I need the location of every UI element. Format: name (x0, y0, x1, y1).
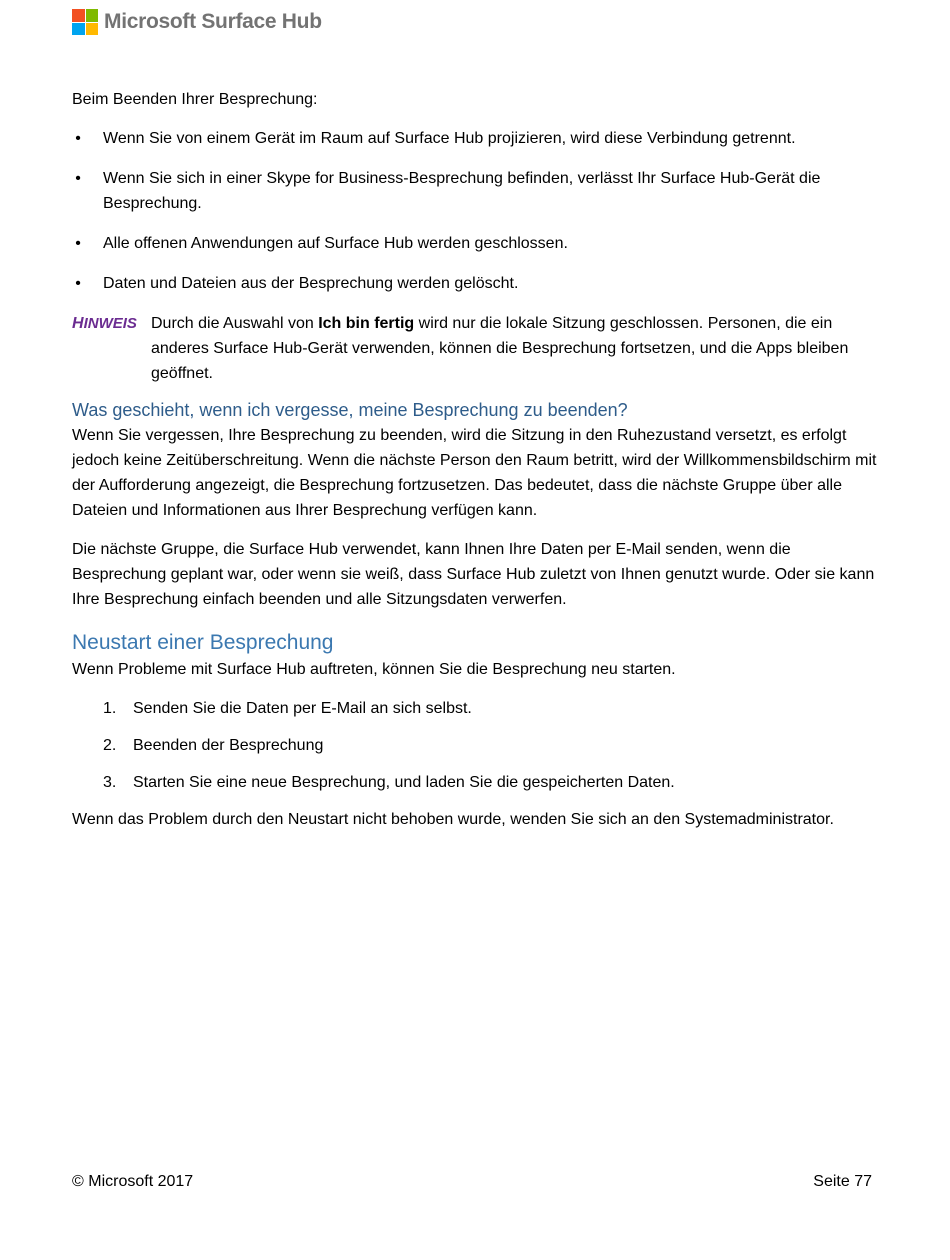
forget-paragraph-1: Wenn Sie vergessen, Ihre Besprechung zu beenden, wird die Sitzung in den Ruhezustand versetzt, es erfolgt jedoch keine Zeitüberschreitung. Wenn die nächste Person den Raum betritt, wird der Willkommensbildschirm mit der Aufforderung angezeigt, die Besprechung fortzusetzen. Das bedeutet, dass die nächste Gruppe über alle Dateien und Informationen aus Ihrer Besprechung verfügen kann. (72, 427, 877, 519)
footer-page-number: Seite 77 (813, 1173, 872, 1190)
list-item-text: Alle offenen Anwendungen auf Surface Hub werden geschlossen. (103, 235, 568, 252)
step-number: 1. (103, 700, 117, 717)
list-item (72, 231, 878, 256)
logo-blue-square (72, 23, 85, 36)
note-label: HINWEIS (72, 315, 137, 332)
step-text: Starten Sie eine neue Besprechung, und laden Sie die gespeicherten Daten. (133, 774, 675, 791)
footer-copyright: © Microsoft 2017 (72, 1173, 194, 1190)
restart-outro: Wenn das Problem durch den Neustart nicht behoben wurde, wenden Sie sich an den Systemadministrator. (72, 811, 834, 828)
step-text: Senden Sie die Daten per E-Mail an sich selbst. (133, 700, 472, 717)
brand-name: Microsoft Surface Hub (104, 10, 322, 33)
logo-red-square (72, 9, 85, 22)
logo-yellow-square (86, 23, 99, 36)
bullet-icon: • (75, 275, 81, 292)
page-header (72, 9, 322, 35)
restart-heading: Neustart einer Besprechung (72, 631, 334, 654)
list-item-text: Wenn Sie sich in einer Skype for Business-Besprechung befinden, verlässt Ihr Surface Hub-Gerät die Besprechung. (103, 170, 821, 212)
list-item (72, 770, 878, 795)
list-item-text: Wenn Sie von einem Gerät im Raum auf Surface Hub projizieren, wird diese Verbindung getrennt. (103, 130, 796, 147)
list-item (72, 166, 878, 216)
page-content (72, 87, 878, 846)
microsoft-logo-icon (72, 9, 98, 35)
forget-paragraph-2: Die nächste Gruppe, die Surface Hub verwendet, kann Ihnen Ihre Daten per E-Mail senden, wenn die Besprechung geplant war, oder wenn sie weiß, dass Surface Hub zuletzt von Ihnen genutzt wurde. Oder sie kann Ihre Besprechung einfach beenden und alle Sitzungsdaten verwerfen. (72, 541, 875, 608)
bullet-icon: • (75, 130, 81, 147)
list-item-text: Daten und Dateien aus der Besprechung werden gelöscht. (103, 275, 519, 292)
step-text: Beenden der Besprechung (133, 737, 324, 754)
logo-green-square (86, 9, 99, 22)
restart-intro: Wenn Probleme mit Surface Hub auftreten, können Sie die Besprechung neu starten. (72, 661, 676, 678)
bullet-icon: • (75, 235, 81, 252)
list-item (72, 126, 878, 151)
list-item (72, 733, 878, 758)
note-text: Durch die Auswahl von Ich bin fertig wird nur die lokale Sitzung geschlossen. Personen, die ein anderes Surface Hub-Gerät verwenden, können die Besprechung fortsetzen, und die Apps bleiben geöffnet. (151, 315, 849, 382)
bullet-icon: • (75, 170, 81, 187)
forget-heading: Was geschieht, wenn ich vergesse, meine Besprechung zu beenden? (72, 400, 628, 420)
bullet-list (72, 126, 878, 296)
list-item (72, 271, 878, 296)
note-box (72, 311, 878, 386)
step-number: 2. (103, 737, 117, 754)
list-item (72, 696, 878, 721)
note-bold-term: Ich bin fertig (318, 315, 415, 332)
step-number: 3. (103, 774, 117, 791)
intro-paragraph: Beim Beenden Ihrer Besprechung: (72, 91, 318, 108)
numbered-list (72, 696, 878, 795)
